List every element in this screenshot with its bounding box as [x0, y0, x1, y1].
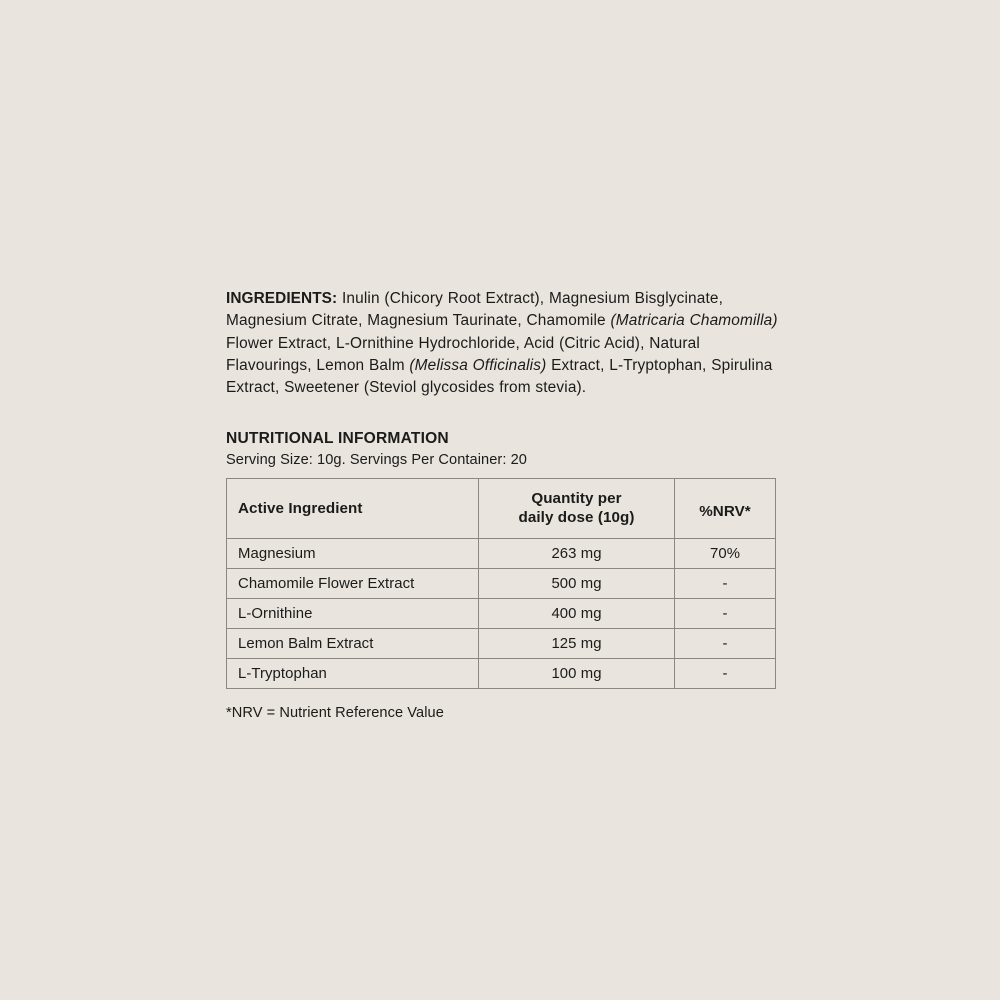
cell-ingredient-name: L-Tryptophan: [227, 659, 479, 689]
column-header-quantity-line-1: Quantity per: [531, 490, 622, 508]
ingredients-text-part-1: Inulin (Chicory Root Extract), Magnesium Bisglycinate, Magnesium Citrate, Magnesium Taurinate, Chamomile: [226, 290, 724, 330]
column-header-active-ingredient: Active Ingredient: [227, 479, 479, 539]
cell-ingredient-nrv: -: [675, 599, 776, 629]
cell-ingredient-name: L-Ornithine: [227, 599, 479, 629]
ingredients-paragraph: [226, 288, 778, 399]
column-header-nrv: %NRV*: [675, 479, 776, 539]
cell-ingredient-nrv: -: [675, 569, 776, 599]
ingredients-text-part-2: Flower Extract, L-Ornithine Hydrochloride, Acid (Citric Acid), Natural Flavourings, Lemon Balm: [226, 334, 700, 374]
table-header-row: [227, 479, 776, 539]
table-row: [227, 539, 776, 569]
cell-ingredient-name: Lemon Balm Extract: [227, 629, 479, 659]
table-row: [227, 659, 776, 689]
ingredients-scientific-name-chamomile: (Matricaria Chamomilla): [610, 312, 778, 330]
table-row: [227, 569, 776, 599]
cell-ingredient-nrv: -: [675, 659, 776, 689]
label-panel: [226, 288, 778, 723]
table-row: [227, 599, 776, 629]
nutrition-table-head: [227, 479, 776, 539]
ingredients-scientific-name-lemon-balm: (Melissa Officinalis): [409, 356, 547, 374]
cell-ingredient-nrv: 70%: [675, 539, 776, 569]
serving-size-line: Serving Size: 10g. Servings Per Container: 20: [226, 452, 527, 469]
cell-ingredient-quantity: 263 mg: [479, 539, 675, 569]
nutrition-table: [226, 478, 776, 689]
ingredients-label: INGREDIENTS:: [226, 290, 338, 307]
table-row: [227, 629, 776, 659]
cell-ingredient-quantity: 125 mg: [479, 629, 675, 659]
nrv-footnote: *NRV = Nutrient Reference Value: [226, 705, 444, 722]
cell-ingredient-name: Magnesium: [227, 539, 479, 569]
ingredients-text-part-3: Extract, L-Tryptophan, Spirulina Extract, Sweetener (Steviol glycosides from stevia).: [226, 356, 773, 397]
cell-ingredient-quantity: 100 mg: [479, 659, 675, 689]
cell-ingredient-name: Chamomile Flower Extract: [227, 569, 479, 599]
nutritional-information-heading: NUTRITIONAL INFORMATION: [226, 430, 449, 448]
cell-ingredient-nrv: -: [675, 629, 776, 659]
column-header-quantity: [479, 479, 675, 539]
nutrition-table-body: [227, 539, 776, 689]
cell-ingredient-quantity: 500 mg: [479, 569, 675, 599]
cell-ingredient-quantity: 400 mg: [479, 599, 675, 629]
column-header-quantity-line-2: daily dose (10g): [518, 508, 635, 526]
